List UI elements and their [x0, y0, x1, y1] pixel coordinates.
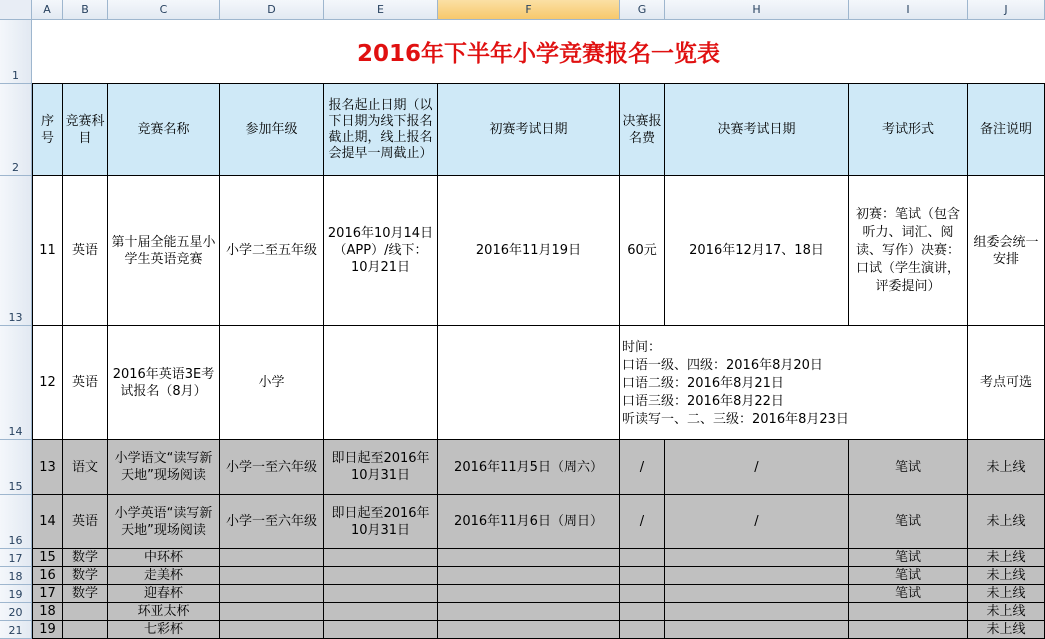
cell-subject[interactable]: 数学 [63, 549, 108, 567]
cell-reg-dates[interactable] [324, 603, 438, 621]
cell-final-date[interactable] [665, 567, 849, 585]
cell-subject[interactable] [63, 603, 108, 621]
header-final-date[interactable]: 决赛考试日期 [665, 84, 849, 176]
cell-remarks[interactable]: 未上线 [968, 567, 1045, 585]
cell-prelim-date[interactable] [438, 585, 620, 603]
cell-name[interactable]: 走美杯 [108, 567, 220, 585]
cell-reg-dates[interactable] [324, 549, 438, 567]
cell-final-date[interactable] [665, 549, 849, 567]
header-remarks[interactable]: 备注说明 [968, 84, 1045, 176]
cell-remarks[interactable]: 未上线 [968, 440, 1045, 495]
row-header-15[interactable]: 15 [0, 440, 32, 495]
cell-seq[interactable]: 19 [32, 621, 63, 639]
col-header-c[interactable]: C [108, 0, 220, 20]
cell-prelim-date[interactable]: 2016年11月6日（周日） [438, 495, 620, 549]
cell-grade[interactable] [220, 585, 324, 603]
cell-exam-form[interactable]: 笔试 [849, 549, 968, 567]
cell-subject[interactable]: 英语 [63, 495, 108, 549]
cell-seq[interactable]: 11 [32, 176, 63, 326]
cell-exam-form[interactable]: 笔试 [849, 440, 968, 495]
header-prelim-date[interactable]: 初赛考试日期 [438, 84, 620, 176]
cell-remarks[interactable]: 未上线 [968, 585, 1045, 603]
header-subject[interactable]: 竞赛科目 [63, 84, 108, 176]
cell-final-date[interactable] [665, 603, 849, 621]
cell-prelim-date[interactable]: 2016年11月5日（周六） [438, 440, 620, 495]
row-header-17[interactable]: 17 [0, 549, 32, 567]
cell-grade[interactable]: 小学二至五年级 [220, 176, 324, 326]
col-header-h[interactable]: H [665, 0, 849, 20]
col-header-i[interactable]: I [849, 0, 968, 20]
cell-reg-dates[interactable] [324, 567, 438, 585]
cell-name[interactable]: 第十届全能五星小学生英语竞赛 [108, 176, 220, 326]
cell-exam-form[interactable] [849, 603, 968, 621]
cell-exam-form[interactable]: 笔试 [849, 495, 968, 549]
cell-final-fee[interactable] [620, 585, 665, 603]
cell-grade[interactable]: 小学 [220, 326, 324, 440]
cell-final-date[interactable] [665, 621, 849, 639]
cell-final-date[interactable] [665, 585, 849, 603]
col-header-a[interactable]: A [32, 0, 63, 20]
cell-remarks[interactable]: 未上线 [968, 621, 1045, 639]
header-exam-form[interactable]: 考试形式 [849, 84, 968, 176]
cell-prelim-date[interactable] [438, 326, 620, 440]
col-header-e[interactable]: E [324, 0, 438, 20]
cell-grade[interactable] [220, 603, 324, 621]
header-grade[interactable]: 参加年级 [220, 84, 324, 176]
header-name[interactable]: 竞赛名称 [108, 84, 220, 176]
cell-reg-dates[interactable]: 即日起至2016年10月31日 [324, 495, 438, 549]
cell-final-fee[interactable]: / [620, 495, 665, 549]
cell-reg-dates[interactable]: 2016年10月14日（APP）/线下：10月21日 [324, 176, 438, 326]
cell-name[interactable]: 2016年英语3E考试报名（8月） [108, 326, 220, 440]
cell-exam-form[interactable]: 笔试 [849, 567, 968, 585]
col-header-g[interactable]: G [620, 0, 665, 20]
cell-final-fee[interactable] [620, 567, 665, 585]
col-header-j[interactable]: J [968, 0, 1045, 20]
cell-final-date[interactable]: / [665, 495, 849, 549]
cell-exam-form[interactable]: 笔试 [849, 585, 968, 603]
cell-name[interactable]: 迎春杯 [108, 585, 220, 603]
cell-subject[interactable]: 语文 [63, 440, 108, 495]
cell-3e-schedule[interactable]: 时间： 口语一级、四级：2016年8月20日 口语二级：2016年8月21日 口语三级：2016年8月22日 听读写一、二、三级：2016年8月23日 [620, 326, 968, 440]
cell-prelim-date[interactable]: 2016年11月19日 [438, 176, 620, 326]
cell-seq[interactable]: 15 [32, 549, 63, 567]
cell-final-date[interactable]: / [665, 440, 849, 495]
cell-final-fee[interactable] [620, 621, 665, 639]
cell-grade[interactable] [220, 567, 324, 585]
sheet-title[interactable]: 2016年下半年小学竞赛报名一览表 [32, 20, 1045, 84]
row-header-16[interactable]: 16 [0, 495, 32, 549]
row-header-14[interactable]: 14 [0, 326, 32, 440]
cell-remarks[interactable]: 组委会统一安排 [968, 176, 1045, 326]
cell-seq[interactable]: 13 [32, 440, 63, 495]
header-final-fee[interactable]: 决赛报名费 [620, 84, 665, 176]
cell-name[interactable]: 环亚太杯 [108, 603, 220, 621]
cell-prelim-date[interactable] [438, 603, 620, 621]
cell-name[interactable]: 小学英语“读写新天地”现场阅读 [108, 495, 220, 549]
cell-reg-dates[interactable] [324, 326, 438, 440]
cell-reg-dates[interactable] [324, 585, 438, 603]
cell-final-fee[interactable]: 60元 [620, 176, 665, 326]
cell-grade[interactable] [220, 549, 324, 567]
header-reg-dates[interactable]: 报名起止日期（以下日期为线下报名截止期，线上报名会提早一周截止） [324, 84, 438, 176]
cell-seq[interactable]: 18 [32, 603, 63, 621]
cell-subject[interactable]: 英语 [63, 176, 108, 326]
row-header-2[interactable]: 2 [0, 84, 32, 176]
cell-name[interactable]: 小学语文“读写新天地”现场阅读 [108, 440, 220, 495]
cell-grade[interactable] [220, 621, 324, 639]
row-header-13[interactable]: 13 [0, 176, 32, 326]
cell-final-fee[interactable] [620, 603, 665, 621]
cell-remarks[interactable]: 未上线 [968, 603, 1045, 621]
cell-exam-form[interactable]: 初赛：笔试（包含听力、词汇、阅读、写作）决赛：口试（学生演讲，评委提问） [849, 176, 968, 326]
cell-prelim-date[interactable] [438, 549, 620, 567]
cell-seq[interactable]: 17 [32, 585, 63, 603]
cell-seq[interactable]: 12 [32, 326, 63, 440]
col-header-f[interactable]: F [438, 0, 620, 20]
cell-name[interactable]: 中环杯 [108, 549, 220, 567]
row-header-20[interactable]: 20 [0, 603, 32, 621]
cell-prelim-date[interactable] [438, 567, 620, 585]
cell-remarks[interactable]: 未上线 [968, 549, 1045, 567]
cell-final-fee[interactable]: / [620, 440, 665, 495]
cell-reg-dates[interactable]: 即日起至2016年10月31日 [324, 440, 438, 495]
cell-seq[interactable]: 16 [32, 567, 63, 585]
cell-seq[interactable]: 14 [32, 495, 63, 549]
cell-remarks[interactable]: 未上线 [968, 495, 1045, 549]
col-header-b[interactable]: B [63, 0, 108, 20]
cell-reg-dates[interactable] [324, 621, 438, 639]
cell-grade[interactable]: 小学一至六年级 [220, 495, 324, 549]
cell-final-fee[interactable] [620, 549, 665, 567]
header-seq[interactable]: 序号 [32, 84, 63, 176]
cell-exam-form[interactable] [849, 621, 968, 639]
row-header-18[interactable]: 18 [0, 567, 32, 585]
cell-subject[interactable]: 英语 [63, 326, 108, 440]
row-header-21[interactable]: 21 [0, 621, 32, 639]
row-header-19[interactable]: 19 [0, 585, 32, 603]
cell-subject[interactable]: 数学 [63, 585, 108, 603]
col-header-d[interactable]: D [220, 0, 324, 20]
row-header-1[interactable]: 1 [0, 20, 32, 84]
cell-final-date[interactable]: 2016年12月17、18日 [665, 176, 849, 326]
cell-grade[interactable]: 小学一至六年级 [220, 440, 324, 495]
cell-prelim-date[interactable] [438, 621, 620, 639]
cell-subject[interactable]: 数学 [63, 567, 108, 585]
cell-name[interactable]: 七彩杯 [108, 621, 220, 639]
select-all-corner[interactable] [0, 0, 32, 20]
cell-remarks[interactable]: 考点可选 [968, 326, 1045, 440]
cell-subject[interactable] [63, 621, 108, 639]
